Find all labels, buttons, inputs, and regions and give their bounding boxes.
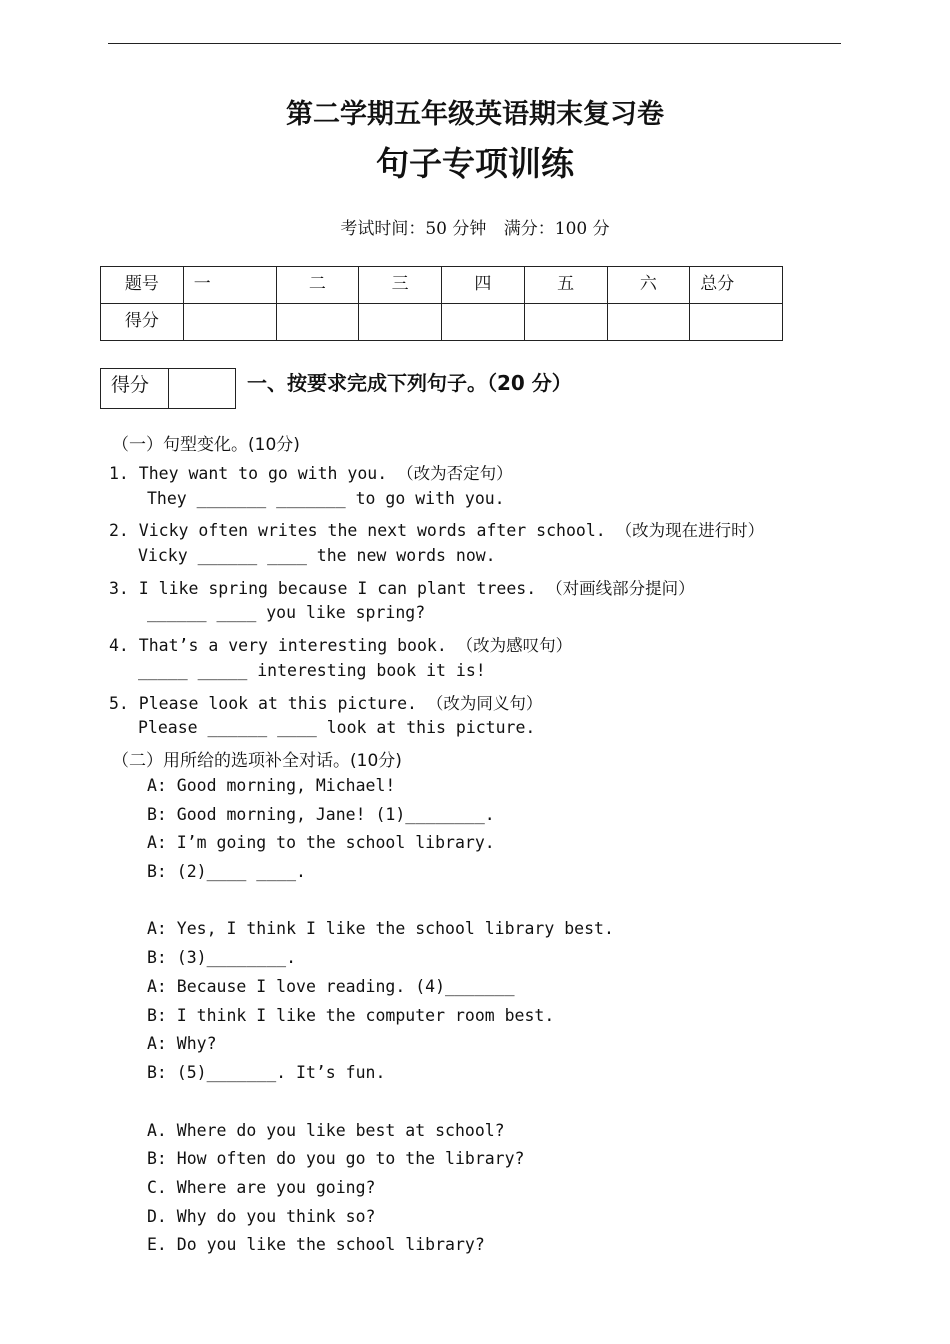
dialogue-line: B: (5)_______. It’s fun. <box>147 1063 386 1082</box>
exam-time: 考试时间：50 分钟 <box>340 219 487 239</box>
score-row-label: 得分 <box>101 304 184 341</box>
score-cell[interactable] <box>183 304 276 341</box>
score-table-score-row <box>101 304 783 341</box>
question-1: 1. They want to go with you. （改为否定句） <box>109 464 513 483</box>
answer-line-4: _____ _____ interesting book it is! <box>138 661 486 680</box>
page-title: 第二学期五年级英语期末复习卷 <box>286 99 664 130</box>
dialogue-line: B: (2)____ ____. <box>147 862 306 881</box>
dialogue-line: B: (3)________. <box>147 948 297 967</box>
score-cell[interactable] <box>442 304 525 341</box>
dialogue-line: A: Yes, I think I like the school library best. <box>147 919 614 938</box>
score-cell[interactable] <box>524 304 607 341</box>
score-header-cell: 四 <box>442 267 525 304</box>
part1-title: （一）句型变化。(10分) <box>112 435 300 455</box>
question-3: 3. I like spring because I can plant trees. （对画线部分提问） <box>109 579 695 598</box>
question-4: 4. That’s a very interesting book. （改为感叹句） <box>109 636 573 655</box>
score-header-cell: 五 <box>524 267 607 304</box>
page-subtitle: 句子专项训练 <box>376 144 574 183</box>
exam-info <box>0 214 950 239</box>
dialogue-line: B: Good morning, Jane! (1)________. <box>147 805 495 824</box>
section-heading: 一、按要求完成下列句子。（20 分） <box>247 371 572 395</box>
score-header-cell: 题号 <box>101 267 184 304</box>
score-header-cell: 六 <box>607 267 690 304</box>
answer-line-3: ______ ____ you like spring? <box>147 603 426 622</box>
score-cell[interactable] <box>359 304 442 341</box>
dialogue-line: B: I think I like the computer room best. <box>147 1006 555 1025</box>
section-score-box <box>100 368 236 409</box>
part2-title: （二）用所给的选项补全对话。(10分) <box>112 751 402 771</box>
answer-line-1: They _______ _______ to go with you. <box>147 489 505 508</box>
score-table-header-row <box>101 267 783 304</box>
section-score-label: 得分 <box>101 369 169 409</box>
option-e: E. Do you like the school library? <box>147 1235 485 1254</box>
section-score-cell[interactable] <box>169 369 236 409</box>
dialogue-line: A: Because I love reading. (4)_______ <box>147 977 515 996</box>
score-header-cell: 总分 <box>690 267 783 304</box>
score-table <box>100 266 783 341</box>
dialogue-line: A: Good morning, Michael! <box>147 776 396 795</box>
dialogue-line: A: Why? <box>147 1034 217 1053</box>
answer-line-2: Vicky ______ ____ the new words now. <box>138 546 496 565</box>
score-cell[interactable] <box>690 304 783 341</box>
top-rule <box>108 43 841 44</box>
option-c: C. Where are you going? <box>147 1178 376 1197</box>
score-cell[interactable] <box>276 304 359 341</box>
answer-line-5: Please ______ ____ look at this picture. <box>138 718 536 737</box>
score-header-cell: 一 <box>183 267 276 304</box>
score-cell[interactable] <box>607 304 690 341</box>
dialogue-line: A: I’m going to the school library. <box>147 833 495 852</box>
score-header-cell: 二 <box>276 267 359 304</box>
option-b: B: How often do you go to the library? <box>147 1149 525 1168</box>
option-a: A. Where do you like best at school? <box>147 1121 505 1140</box>
score-header-cell: 三 <box>359 267 442 304</box>
option-d: D. Why do you think so? <box>147 1207 376 1226</box>
question-5: 5. Please look at this picture. （改为同义句） <box>109 694 543 713</box>
full-score: 满分：100 分 <box>503 219 610 239</box>
question-2: 2. Vicky often writes the next words after school. （改为现在进行时） <box>109 521 765 540</box>
